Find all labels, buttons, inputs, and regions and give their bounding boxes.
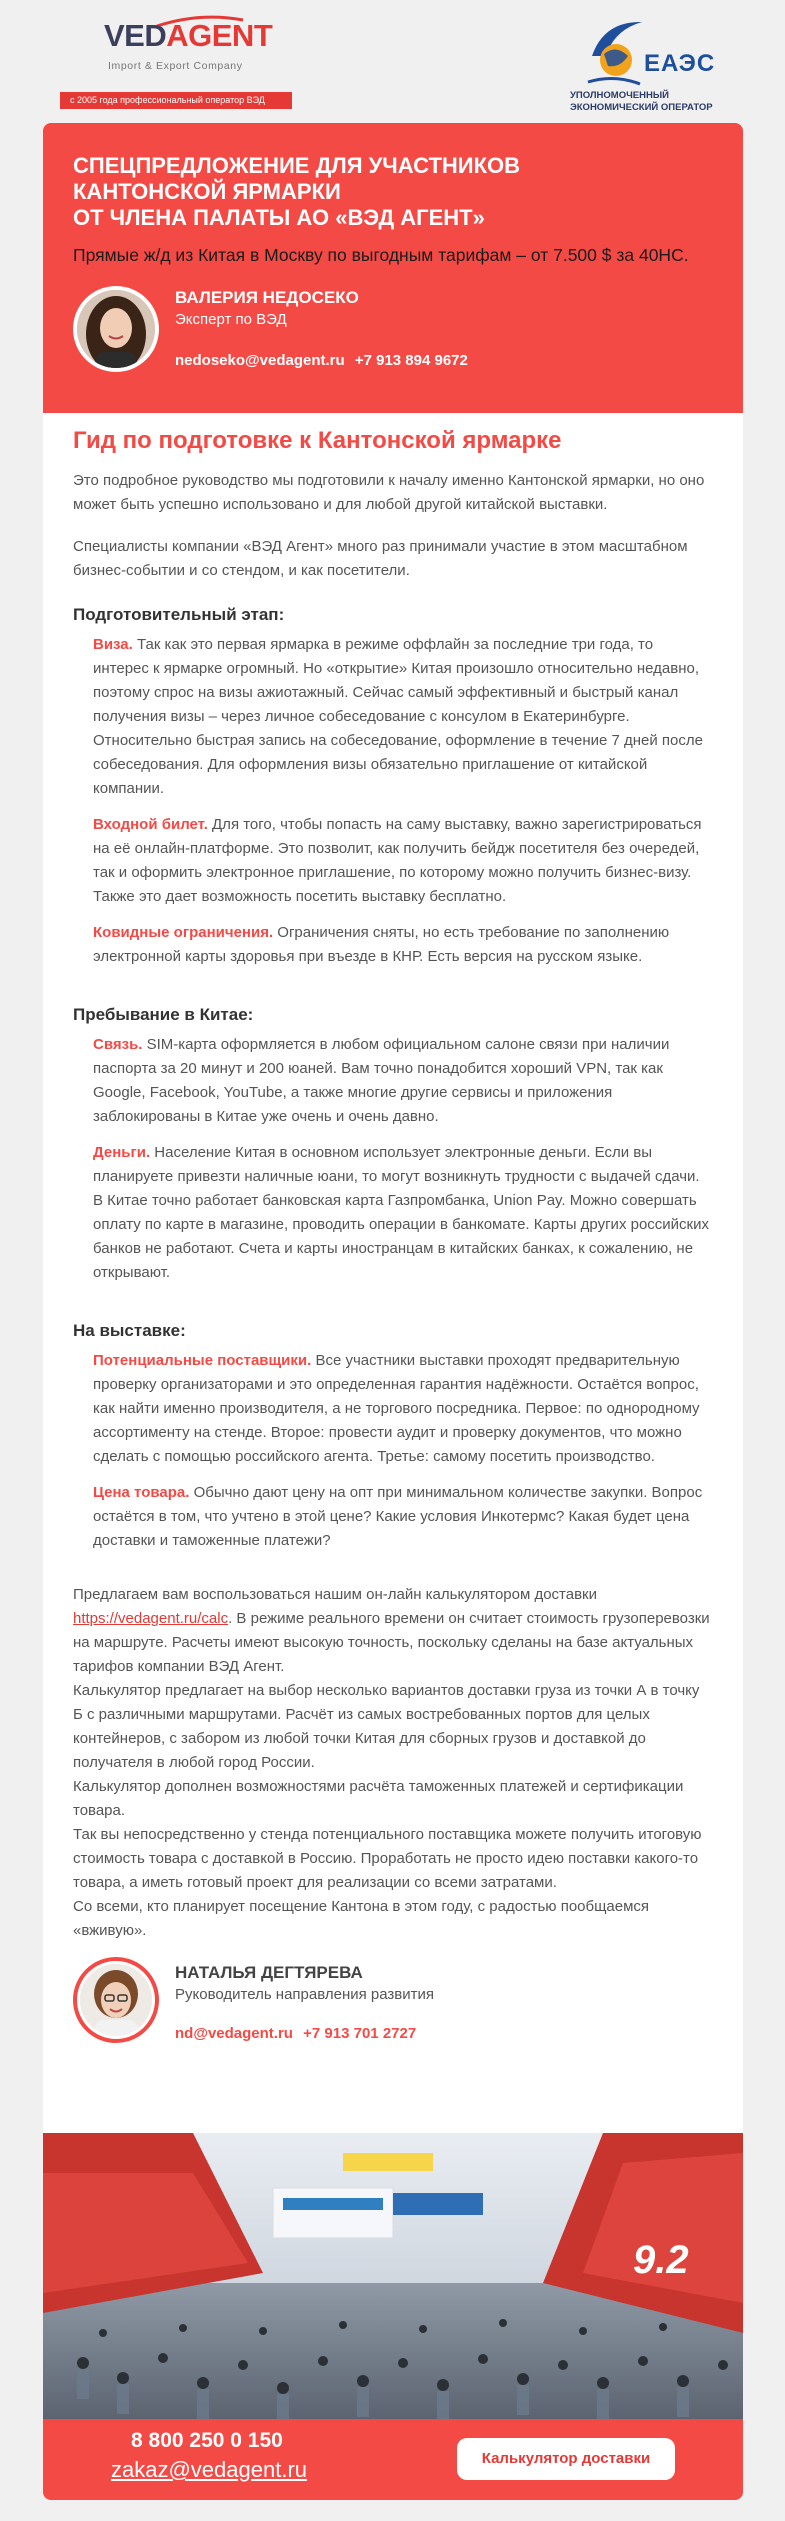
brand-name xyxy=(104,18,272,54)
guide-title: Гид по подготовке к Кантонской ярмарке xyxy=(73,427,562,454)
item-lead: Связь. xyxy=(93,1036,143,1053)
list-item-money xyxy=(93,1141,713,1285)
signer-card xyxy=(73,1957,713,2057)
list-item-ticket xyxy=(93,813,713,909)
item-lead: Деньги. xyxy=(93,1144,151,1161)
section-title-stay: Пребывание в Китае: xyxy=(73,1005,254,1024)
signer-email-link[interactable]: nd@vedagent.ru xyxy=(175,2025,293,2042)
eaes-name: ЕАЭС xyxy=(644,50,716,77)
expert-avatar xyxy=(73,286,159,372)
hero-title-line-2: КАНТОНСКОЙ ЯРМАРКИ xyxy=(73,179,341,204)
item-text: SIM-карта оформляется в любом официальном салоне связи при наличии паспорта за 20 минут и 200 юаней. Вам точно понадобится хороший VPN, так как Google, Facebook, YouTube, а также многие другие сервисы и приложения заблокированы в Китае уже очень и очень давно. xyxy=(93,1036,670,1125)
item-text: Население Китая в основном использует электронные деньги. Если вы планируете привезти наличные юани, то могут возникнуть трудности с выдачей сдачи. В Китае точно работает банковская карта Газпромбанка, Union Pay. Можно совершать оплату по карте в магазине, проводить операции в банкомате. Карты других российских банков не работают. Счета и карты иностранцам в китайских банках, к сожалению, не открывают. xyxy=(93,1144,709,1281)
vedagent-logo[interactable] xyxy=(60,16,292,111)
expert-contacts xyxy=(175,352,474,369)
eaes-line-2: ЭКОНОМИЧЕСКИЙ ОПЕРАТОР xyxy=(570,102,713,113)
signer-phone-link[interactable]: +7 913 701 2727 xyxy=(303,2025,417,2042)
hero-title-line-1: СПЕЦПРЕДЛОЖЕНИЕ ДЛЯ УЧАСТНИКОВ xyxy=(73,153,521,178)
hero-offer: Прямые ж/д из Китая в Москву по выгодным тарифам – от 7.500 $ за 40HC. xyxy=(73,245,689,265)
eaes-line-1: УПОЛНОМОЧЕННЫЙ xyxy=(570,90,669,101)
brand-tagline: с 2005 года профессиональный оператор ВЭД xyxy=(60,92,292,109)
offer-paragraph-1 xyxy=(73,1583,713,1679)
calculator-link[interactable]: https://vedagent.ru/calc xyxy=(73,1610,229,1627)
expert-card xyxy=(73,286,713,396)
signer-info xyxy=(175,1963,434,2042)
footer-email-link[interactable]: zakaz@vedagent.ru xyxy=(111,2457,308,2482)
expert-phone-link[interactable]: +7 913 894 9672 xyxy=(354,352,468,369)
hero-title-line-3: ОТ ЧЛЕНА ПАЛАТЫ АО «ВЭД АГЕНТ» xyxy=(73,205,485,230)
list-item-communication xyxy=(93,1033,713,1129)
signer-photo xyxy=(80,1964,152,2036)
section-title-preparation: Подготовительный этап: xyxy=(73,605,285,624)
footer-bar xyxy=(43,2419,743,2500)
eaes-logo xyxy=(566,12,746,117)
expert-info xyxy=(175,288,474,369)
item-lead: Цена товара. xyxy=(93,1484,190,1501)
offer-paragraph-5: Со всеми, кто планирует посещение Кантона в этом году, с радостью пообщаемся «вживую». xyxy=(73,1898,650,1939)
guide-content xyxy=(43,413,743,2057)
offer-paragraph-2: Калькулятор предлагает на выбор несколько вариантов доставки груза из точки А в точку Б с различными маршрутами. Расчёт из самых востребованных портов для целых контейнеров, с забором из любой точки Китая для сборных грузов и доставкой до получателя в любой город России. xyxy=(73,1682,700,1771)
eaes-subtitle xyxy=(570,90,713,114)
exhibition-hall-photo xyxy=(43,2133,743,2419)
item-text: Все участники выставки проходят предварительную проверку организаторами и это определенная гарантия надёжности. Остаётся вопрос, как найти именно производителя, а не торгового посредника. Первое: по однородному ассортименту на стенде. Второе: провести аудит и проверку документов, что можно сделать с помощью российского агента. Третье: самому посетить производство. xyxy=(93,1352,700,1465)
eaes-emblem-icon xyxy=(584,16,646,90)
item-text: Обычно дают цену на опт при минимальном количестве закупки. Вопрос остаётся в том, что учтено в этой цене? Какие условия Инкотермс? Какая будет цена доставки и таможенные платежи? xyxy=(93,1484,703,1549)
expert-name: ВАЛЕРИЯ НЕДОСЕКО xyxy=(175,288,359,307)
brand-part-ved: VED xyxy=(104,18,167,53)
expert-role: Эксперт по ВЭД xyxy=(175,311,287,328)
brand-subtitle: Import & Export Company xyxy=(108,60,243,72)
hall-sign: 9.2 xyxy=(633,2238,689,2282)
offer-paragraph-4: Так вы непосредственно у стенда потенциального поставщика можете получить итоговую стоимость товара с доставкой в Россию. Проработать не просто идею поставки какого-то товара, а иметь готовый проект для реализации со всеми затратами. xyxy=(73,1826,702,1891)
list-item-covid xyxy=(93,921,713,969)
item-lead: Виза. xyxy=(93,636,133,653)
expert-photo xyxy=(77,290,155,368)
delivery-calculator-button[interactable]: Калькулятор доставки xyxy=(457,2438,675,2480)
newsletter-card xyxy=(43,123,743,2500)
calculator-offer xyxy=(73,1583,713,1943)
item-text: Для того, чтобы попасть на саму выставку, важно зарегистрироваться на её онлайн-платформе. Это позволит, как получить бейдж посетителя без очередей, так и оформить электронное приглашение, по которому можно получить бизнес-визу. Также это дает возможность посетить выставку бесплатно. xyxy=(93,816,702,905)
offer-text-a: Предлагаем вам воспользоваться нашим он-лайн калькулятором доставки xyxy=(73,1586,597,1603)
signer-avatar xyxy=(73,1957,159,2043)
guide-intro-2: Специалисты компании «ВЭД Агент» много раз принимали участие в этом масштабном бизнес-событии и со стендом, и как посетители. xyxy=(73,538,688,579)
signer-contacts xyxy=(175,2025,434,2042)
signer-name: НАТАЛЬЯ ДЕГТЯРЕВА xyxy=(175,1963,363,1982)
list-item-price xyxy=(93,1481,713,1553)
expert-email-link[interactable]: nedoseko@vedagent.ru xyxy=(175,352,345,369)
footer-phone-link[interactable]: 8 800 250 0 150 xyxy=(131,2429,283,2452)
item-text: Так как это первая ярмарка в режиме оффлайн за последние три года, то интерес к ярмарке огромный. Но «открытие» Китая произошло относительно недавно, поэтому спрос на визы ажиотажный. Сейчас самый эффективный и быстрый канал получения визы – через личное собеседование с консулом в Екатеринбурге. Относительно быстрая запись на собеседование, оформление в течение 7 дней после собеседования. Для оформления визы обязательно приглашение от китайской компании. xyxy=(93,636,703,797)
item-lead: Потенциальные поставщики. xyxy=(93,1352,312,1369)
signer-role: Руководитель направления развития xyxy=(175,1986,435,2003)
item-lead: Ковидные ограничения. xyxy=(93,924,274,941)
list-item-suppliers xyxy=(93,1349,713,1469)
offer-text-b: . В режиме реального времени он считает стоимость грузоперевозки на маршруте. Расчеты имеют высокую точность, поскольку сделаны на базе актуальных тарифов компании ВЭД Агент. xyxy=(73,1610,710,1675)
guide-intro-1: Это подробное руководство мы подготовили к началу именно Кантонской ярмарки, но оно может быть успешно использовано и для любой другой китайской выставки. xyxy=(73,472,705,513)
section-title-exhibition: На выставке: xyxy=(73,1321,186,1340)
list-item-visa xyxy=(93,633,713,801)
header-logos xyxy=(0,0,785,122)
item-lead: Входной билет. xyxy=(93,816,208,833)
hero-banner xyxy=(43,123,743,413)
brand-part-agent: AGENT xyxy=(166,18,273,53)
item-text: Ограничения сняты, но есть требование по заполнению электронной карты здоровья при въезде в КНР. Есть версия на русском языке. xyxy=(93,924,670,965)
offer-paragraph-3: Калькулятор дополнен возможностями расчёта таможенных платежей и сертификации товара. xyxy=(73,1778,684,1819)
hero-title xyxy=(73,153,713,231)
